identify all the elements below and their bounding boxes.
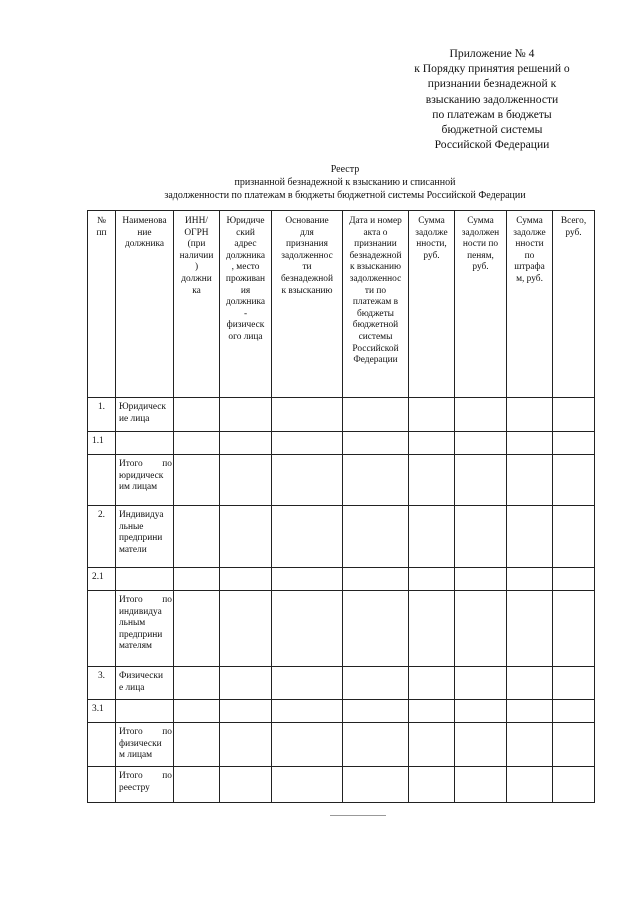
- registry-table: [87, 210, 595, 803]
- header-text: руб.: [565, 227, 582, 238]
- empty-cell: [220, 432, 272, 455]
- empty-cell: [553, 432, 595, 455]
- header-text: №: [97, 216, 106, 226]
- appendix-line: взысканию задолженности: [425, 92, 559, 106]
- table-row: [88, 432, 595, 455]
- row-name-text: льные: [119, 521, 144, 532]
- row-name-cell: [116, 591, 174, 667]
- empty-cell: [174, 506, 220, 568]
- empty-cell: [409, 398, 455, 432]
- table-row: [88, 398, 595, 432]
- empty-cell: [553, 723, 595, 767]
- header-text: Дата и номер: [349, 216, 402, 226]
- header-text: должни: [181, 273, 212, 284]
- row-name-text: им лицам: [119, 482, 158, 493]
- header-text: штрафа: [514, 262, 545, 273]
- table-row: [88, 568, 595, 591]
- header-text: Российской: [352, 343, 399, 354]
- header-text: задолже: [415, 227, 448, 238]
- row-number-cell: [88, 455, 116, 506]
- column-header: [88, 211, 116, 398]
- empty-cell: [272, 667, 343, 700]
- empty-cell: [174, 398, 220, 432]
- empty-cell: [174, 723, 220, 767]
- header-text: ): [194, 262, 199, 273]
- header-text: безнадежной: [281, 273, 333, 284]
- table-row: [88, 723, 595, 767]
- empty-cell: [455, 767, 507, 803]
- header-text: ти по: [364, 285, 387, 296]
- empty-cell: [272, 700, 343, 723]
- row-name-text: Итого по: [119, 459, 172, 469]
- empty-cell: [409, 700, 455, 723]
- empty-cell: [553, 667, 595, 700]
- row-number-cell: [88, 767, 116, 803]
- row-number-cell: 3.1: [88, 700, 116, 723]
- empty-cell: [507, 455, 553, 506]
- header-text: Сумма: [516, 216, 543, 226]
- empty-cell: [409, 432, 455, 455]
- empty-cell: [343, 667, 409, 700]
- row-name-cell: [116, 767, 174, 803]
- footer-divider: [330, 815, 386, 816]
- column-header: [116, 211, 174, 398]
- empty-cell: [409, 568, 455, 591]
- title-line: признанной безнадежной к взысканию и списанной: [234, 177, 456, 188]
- header-text: бюджетной: [352, 320, 399, 331]
- row-name-text: физически: [119, 738, 162, 749]
- empty-cell: [507, 591, 553, 667]
- header-text: ия: [240, 285, 251, 296]
- header-text: Наименова: [122, 216, 167, 226]
- empty-cell: [409, 667, 455, 700]
- empty-cell: [272, 723, 343, 767]
- row-name-text: ие лица: [119, 413, 150, 424]
- empty-cell: [220, 723, 272, 767]
- header-text: ка: [192, 285, 201, 296]
- empty-cell: [507, 700, 553, 723]
- header-text: системы: [358, 331, 393, 342]
- row-name-text: предприни: [119, 629, 163, 640]
- empty-cell: [455, 700, 507, 723]
- empty-cell: [409, 455, 455, 506]
- appendix-line: Приложение № 4: [449, 47, 535, 60]
- empty-cell: [272, 398, 343, 432]
- row-number-cell: 1.1: [88, 432, 116, 455]
- header-text: задолжен: [461, 227, 500, 238]
- empty-cell: [272, 432, 343, 455]
- empty-cell: [553, 506, 595, 568]
- header-text: задолженнос: [349, 273, 402, 284]
- table-row: [88, 767, 595, 803]
- header-text: акта о: [363, 227, 388, 238]
- header-text: физическ: [226, 320, 265, 331]
- header-text: бюджеты: [357, 308, 394, 319]
- empty-cell: [174, 700, 220, 723]
- appendix-note: [392, 46, 592, 152]
- empty-cell: [174, 767, 220, 803]
- header-text: Федерации: [353, 355, 398, 366]
- header-text: адрес: [234, 239, 257, 250]
- empty-cell: [220, 700, 272, 723]
- column-header: [455, 211, 507, 398]
- empty-cell: [220, 506, 272, 568]
- empty-cell: [553, 398, 595, 432]
- empty-cell: [553, 568, 595, 591]
- row-name-cell: [116, 700, 174, 723]
- empty-cell: [272, 506, 343, 568]
- appendix-line: по платежам в бюджеты: [432, 107, 552, 121]
- header-text: Сумма: [418, 216, 445, 226]
- header-text: ого лица: [228, 331, 263, 342]
- row-name-text: Физически: [119, 671, 163, 681]
- empty-cell: [455, 723, 507, 767]
- header-text: Сумма: [467, 216, 494, 226]
- empty-cell: [455, 591, 507, 667]
- row-name-cell: [116, 568, 174, 591]
- empty-cell: [174, 455, 220, 506]
- header-text: проживан: [225, 273, 266, 284]
- empty-cell: [343, 432, 409, 455]
- empty-cell: [455, 432, 507, 455]
- table-row: [88, 455, 595, 506]
- header-text: должника: [124, 239, 165, 250]
- empty-cell: [343, 723, 409, 767]
- empty-cell: [343, 568, 409, 591]
- header-text: для: [300, 227, 314, 238]
- row-name-text: Итого по: [119, 771, 172, 781]
- title-line: задолженности по платежам в бюджеты бюджетной системы Российской Федерации: [164, 190, 526, 201]
- column-header: [343, 211, 409, 398]
- header-text: задолже: [513, 227, 546, 238]
- appendix-line: Российской Федерации: [434, 138, 550, 152]
- row-name-cell: [116, 455, 174, 506]
- header-text: задолженнос: [281, 250, 333, 261]
- header-text: платежам в: [352, 297, 399, 308]
- title-line: Реестр: [330, 164, 360, 175]
- header-text: признании: [354, 239, 397, 250]
- empty-cell: [220, 667, 272, 700]
- header-text: безнадежной: [349, 250, 402, 261]
- empty-cell: [455, 506, 507, 568]
- empty-cell: [343, 700, 409, 723]
- header-text: , место: [231, 262, 260, 273]
- empty-cell: [272, 568, 343, 591]
- empty-cell: [343, 591, 409, 667]
- empty-cell: [220, 591, 272, 667]
- header-text: должника: [225, 297, 266, 308]
- column-header: [220, 211, 272, 398]
- column-header: [409, 211, 455, 398]
- empty-cell: [343, 767, 409, 803]
- header-text: Основание: [285, 216, 329, 226]
- row-name-cell: [116, 723, 174, 767]
- row-name-text: мателям: [119, 641, 152, 652]
- row-name-text: е лица: [119, 682, 145, 693]
- empty-cell: [507, 568, 553, 591]
- row-name-text: матели: [119, 544, 147, 555]
- empty-cell: [507, 767, 553, 803]
- header-text: м, руб.: [516, 273, 543, 284]
- empty-cell: [174, 667, 220, 700]
- header-text: руб.: [423, 250, 440, 261]
- header-text: (при: [187, 239, 206, 250]
- empty-cell: [409, 723, 455, 767]
- header-text: к взысканию: [349, 262, 402, 273]
- empty-cell: [553, 700, 595, 723]
- column-header: [507, 211, 553, 398]
- empty-cell: [272, 767, 343, 803]
- appendix-line: бюджетной системы: [441, 123, 543, 137]
- appendix-line: к Порядку принятия решений о: [414, 62, 570, 76]
- row-name-text: льным: [119, 618, 146, 629]
- empty-cell: [455, 455, 507, 506]
- header-text: нности: [515, 239, 544, 250]
- empty-cell: [220, 455, 272, 506]
- empty-cell: [220, 767, 272, 803]
- row-number-cell: 2.1: [88, 568, 116, 591]
- row-name-text: Индивидуа: [119, 510, 164, 520]
- empty-cell: [272, 455, 343, 506]
- empty-cell: [507, 398, 553, 432]
- table-row: [88, 591, 595, 667]
- empty-cell: [272, 591, 343, 667]
- header-text: признания: [286, 239, 328, 250]
- row-number-cell: 3.: [88, 667, 116, 700]
- header-text: ИНН/: [185, 216, 208, 226]
- empty-cell: [220, 568, 272, 591]
- empty-cell: [409, 506, 455, 568]
- header-text: ский: [236, 227, 255, 238]
- empty-cell: [455, 568, 507, 591]
- appendix-line: признании безнадежной к: [427, 77, 557, 91]
- header-text: Юридиче: [226, 216, 265, 226]
- table-row: [88, 506, 595, 568]
- row-name-text: Итого по: [119, 727, 172, 737]
- row-number-cell: 2.: [88, 506, 116, 568]
- empty-cell: [553, 455, 595, 506]
- header-text: -: [243, 308, 248, 319]
- empty-cell: [343, 455, 409, 506]
- empty-cell: [174, 591, 220, 667]
- column-header: [553, 211, 595, 398]
- header-text: по: [524, 250, 535, 261]
- table-header-row: [88, 211, 595, 398]
- header-text: пп: [96, 227, 107, 238]
- header-text: Всего,: [560, 216, 587, 226]
- row-name-text: реестру: [119, 782, 150, 793]
- column-header: [174, 211, 220, 398]
- header-text: пеням,: [467, 250, 494, 261]
- row-number-cell: [88, 591, 116, 667]
- header-text: ности по: [462, 239, 499, 250]
- row-name-text: юридическ: [119, 470, 164, 481]
- empty-cell: [455, 667, 507, 700]
- empty-cell: [343, 398, 409, 432]
- header-text: к взысканию: [281, 285, 333, 296]
- empty-cell: [507, 432, 553, 455]
- header-text: ние: [137, 227, 152, 238]
- table-row: [88, 667, 595, 700]
- row-name-cell: [116, 667, 174, 700]
- header-text: наличии: [179, 250, 214, 261]
- header-text: нности,: [416, 239, 447, 250]
- registry-title: [90, 163, 600, 202]
- empty-cell: [507, 723, 553, 767]
- empty-cell: [174, 432, 220, 455]
- row-name-text: предприни: [119, 533, 163, 544]
- column-header: [272, 211, 343, 398]
- row-name-text: м лицам: [119, 750, 153, 761]
- row-name-text: Юридическ: [119, 402, 166, 412]
- empty-cell: [553, 767, 595, 803]
- empty-cell: [507, 667, 553, 700]
- row-name-text: индивидуа: [119, 606, 162, 617]
- row-number-cell: [88, 723, 116, 767]
- empty-cell: [553, 591, 595, 667]
- empty-cell: [220, 398, 272, 432]
- row-name-cell: [116, 432, 174, 455]
- table-row: [88, 700, 595, 723]
- empty-cell: [409, 767, 455, 803]
- header-text: ти: [302, 262, 312, 273]
- empty-cell: [174, 568, 220, 591]
- empty-cell: [507, 506, 553, 568]
- empty-cell: [455, 398, 507, 432]
- empty-cell: [409, 591, 455, 667]
- row-name-cell: [116, 506, 174, 568]
- row-name-text: Итого по: [119, 595, 172, 605]
- header-text: должника: [225, 250, 266, 261]
- header-text: ОГРН: [184, 227, 209, 238]
- row-number-cell: 1.: [88, 398, 116, 432]
- row-name-cell: [116, 398, 174, 432]
- header-text: руб.: [472, 262, 489, 273]
- empty-cell: [343, 506, 409, 568]
